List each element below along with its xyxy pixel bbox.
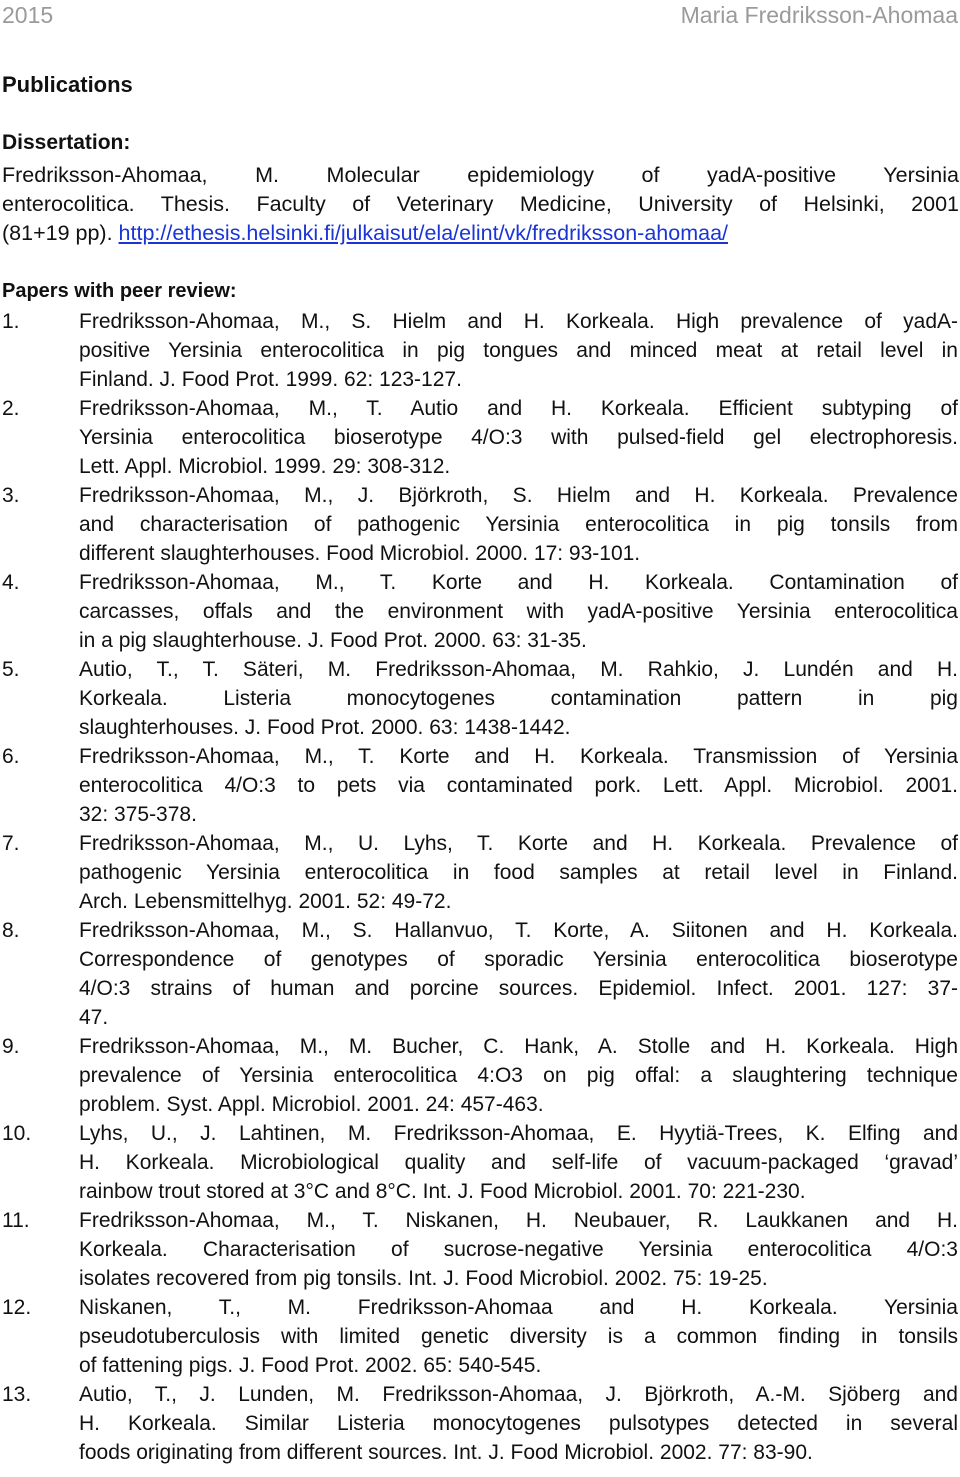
citation-line: Autio, T., T. Säteri, M. Fredriksson-Ahomaa, M. Rahkio, J. Lundén and H. [79,658,958,681]
citation-line: Fredriksson-Ahomaa, M., S. Hielm and H. Korkeala. High prevalence of yadA- [79,310,958,333]
publication-citation [79,829,958,916]
publication-number: 12. [2,1296,32,1319]
publication-citation [79,307,958,394]
citation-line: pathogenic Yersinia enterocolitica in food samples at retail level in Finland. [79,861,958,884]
publication-number: 11. [2,1209,30,1232]
publication-number: 6. [2,745,20,768]
dissertation-pages: (81+19 pp). [2,221,119,245]
dissertation-line: enterocolitica. Thesis. Faculty of Veterinary Medicine, University of Helsinki, 2001 [2,192,959,216]
publication-item [0,481,960,568]
publication-item [0,1293,960,1380]
citation-line: Fredriksson-Ahomaa, M., T. Korte and H. Korkeala. Transmission of Yersinia [79,745,958,768]
citation-line: Niskanen, T., M. Fredriksson-Ahomaa and H. Korkeala. Yersinia [79,1296,958,1319]
publication-item [0,1380,960,1467]
publication-citation [79,1206,958,1293]
publication-list [0,307,960,1467]
citation-line: in a pig slaughterhouse. J. Food Prot. 2000. 63: 31-35. [79,629,587,652]
publication-item [0,568,960,655]
citation-line: foods originating from different sources. Int. J. Food Microbiol. 2002. 77: 83-90. [79,1441,813,1464]
publication-citation [79,1293,958,1380]
citation-line: Fredriksson-Ahomaa, M., T. Niskanen, H. Neubauer, R. Laukkanen and H. [79,1209,958,1232]
publication-number: 9. [2,1035,20,1058]
publication-number: 3. [2,484,20,507]
citation-line: positive Yersinia enterocolitica in pig tongues and minced meat at retail level in [79,339,958,362]
citation-line: rainbow trout stored at 3°C and 8°C. Int. J. Food Microbiol. 2001. 70: 221-230. [79,1180,806,1203]
citation-line: Korkeala. Characterisation of sucrose-negative Yersinia enterocolitica 4/O:3 [79,1238,958,1261]
publication-item [0,829,960,916]
publication-item [0,1206,960,1293]
publication-citation [79,1032,958,1119]
citation-line: Yersinia enterocolitica bioserotype 4/O:3 with pulsed-field gel electrophoresis. [79,426,958,449]
citation-line: Arch. Lebensmittelhyg. 2001. 52: 49-72. [79,890,452,913]
citation-line: Fredriksson-Ahomaa, M., T. Korte and H. Korkeala. Contamination of [79,571,958,594]
page-header [0,0,960,34]
citation-line: Lett. Appl. Microbiol. 1999. 29: 308-312. [79,455,451,478]
publication-number: 2. [2,397,20,420]
publication-number: 7. [2,832,20,855]
citation-line: Fredriksson-Ahomaa, M., J. Björkroth, S. Hielm and H. Korkeala. Prevalence [79,484,958,507]
section-title: Publications [2,72,133,97]
header-author: Maria Fredriksson-Ahomaa [680,2,958,28]
citation-line: Finland. J. Food Prot. 1999. 62: 123-127. [79,368,462,391]
dissertation-link[interactable]: http://ethesis.helsinki.fi/julkaisut/ela/elint/vk/fredriksson-ahomaa/ [118,221,729,245]
publication-citation [79,655,958,742]
citation-line: Lyhs, U., J. Lahtinen, M. Fredriksson-Ahomaa, E. Hyytiä-Trees, K. Elfing and [79,1122,958,1145]
citation-line: isolates recovered from pig tonsils. Int. J. Food Microbiol. 2002. 75: 19-25. [79,1267,768,1290]
citation-line: Correspondence of genotypes of sporadic Yersinia enterocolitica bioserotype [79,948,958,971]
publication-number: 13. [2,1383,32,1406]
citation-line: of fattening pigs. J. Food Prot. 2002. 65: 540-545. [79,1354,542,1377]
publication-item [0,307,960,394]
citation-line: Fredriksson-Ahomaa, M., M. Bucher, C. Hank, A. Stolle and H. Korkeala. High [79,1035,958,1058]
citation-line: 47. [79,1006,109,1029]
publication-citation [79,568,958,655]
publication-citation [79,394,958,481]
publication-number: 5. [2,658,20,681]
citation-line: 32: 375-378. [79,803,197,826]
citation-line: Fredriksson-Ahomaa, M., T. Autio and H. Korkeala. Efficient subtyping of [79,397,958,420]
citation-line: enterocolitica 4/O:3 to pets via contaminated pork. Lett. Appl. Microbiol. 2001. [79,774,958,797]
peer-review-heading: Papers with peer review: [2,280,237,302]
publication-citation [79,1119,958,1206]
citation-line: H. Korkeala. Microbiological quality and self-life of vacuum-packaged ‘gravad’ [79,1151,958,1174]
citation-line: and characterisation of pathogenic Yersinia enterocolitica in pig tonsils from [79,513,958,536]
dissertation-line: Fredriksson-Ahomaa, M. Molecular epidemiology of yadA-positive Yersinia [2,163,959,187]
citation-line: slaughterhouses. J. Food Prot. 2000. 63: 1438-1442. [79,716,571,739]
publication-item [0,916,960,1032]
citation-line: different slaughterhouses. Food Microbiol. 2000. 17: 93-101. [79,542,641,565]
citation-line: problem. Syst. Appl. Microbiol. 2001. 24: 457-463. [79,1093,544,1116]
publication-item [0,655,960,742]
publication-item [0,742,960,829]
citation-line: carcasses, offals and the environment with yadA-positive Yersinia enterocolitica [79,600,958,623]
citation-line: Fredriksson-Ahomaa, M., S. Hallanvuo, T. Korte, A. Siitonen and H. Korkeala. [79,919,958,942]
publication-citation [79,1380,958,1467]
publication-citation [79,916,958,1032]
dissertation-line [2,219,959,248]
citation-line: Fredriksson-Ahomaa, M., U. Lyhs, T. Korte and H. Korkeala. Prevalence of [79,832,958,855]
citation-line: 4/O:3 strains of human and porcine sources. Epidemiol. Infect. 2001. 127: 37- [79,977,958,1000]
citation-line: Autio, T., J. Lunden, M. Fredriksson-Ahomaa, J. Björkroth, A.-M. Sjöberg and [79,1383,958,1406]
publication-citation [79,481,958,568]
publication-item [0,1032,960,1119]
publication-item [0,394,960,481]
dissertation-text [2,161,959,248]
citation-line: H. Korkeala. Similar Listeria monocytogenes pulsotypes detected in several [79,1412,958,1435]
header-year: 2015 [2,2,54,28]
publication-number: 1. [2,310,20,333]
citation-line: Korkeala. Listeria monocytogenes contamination pattern in pig [79,687,958,710]
publication-number: 4. [2,571,20,594]
publication-number: 8. [2,919,20,942]
dissertation-heading: Dissertation: [2,131,131,154]
citation-line: pseudotuberculosis with limited genetic diversity is a common finding in tonsils [79,1325,958,1348]
citation-line: prevalence of Yersinia enterocolitica 4:O3 on pig offal: a slaughtering technique [79,1064,958,1087]
publication-item [0,1119,960,1206]
publication-citation [79,742,958,829]
publication-number: 10. [2,1122,32,1145]
